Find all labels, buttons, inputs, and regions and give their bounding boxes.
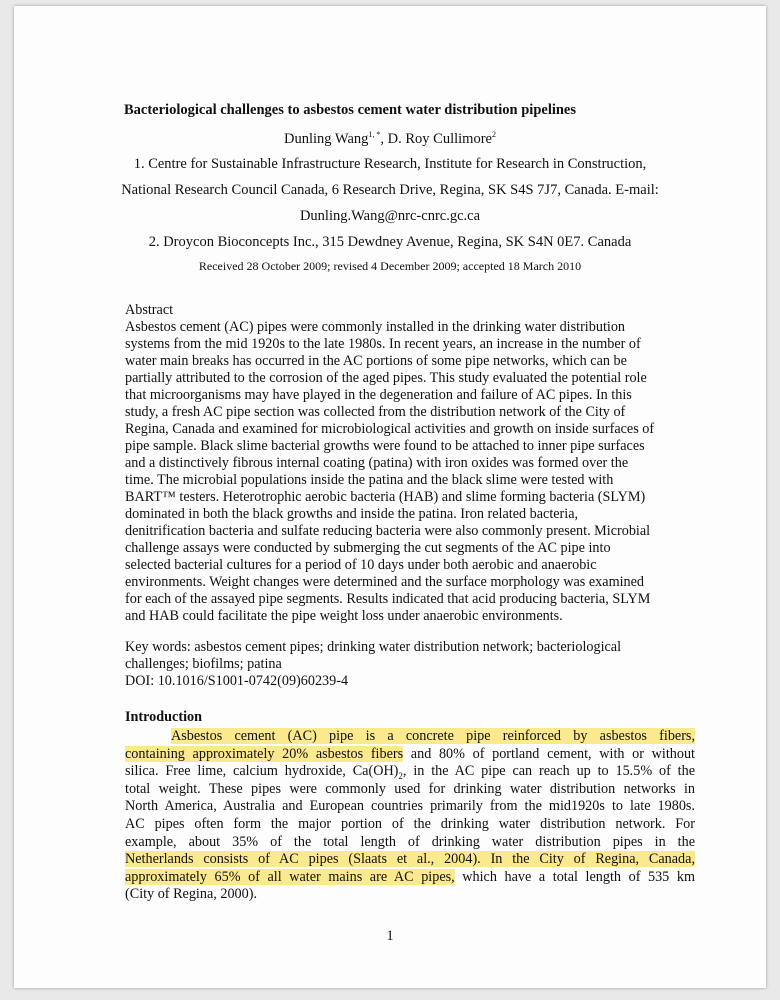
affiliation-2: 2. Droycon Bioconcepts Inc., 315 Dewdney Avenue, Regina, SK S4N 0E7. Canada xyxy=(148,234,632,250)
abstract-line: BART™ testers. Heterotrophic aerobic bacteria (HAB) and slime forming bacteria (SLYM) xyxy=(125,489,646,505)
intro-text: , in the AC pipe can reach up to 15.5% of the xyxy=(402,763,696,780)
authors-line xyxy=(14,130,766,148)
intro-line: North America, Australia and European countries primarily from the mid1920s to late 1980s. xyxy=(125,798,695,815)
abstract-section xyxy=(125,302,655,625)
intro-line xyxy=(125,746,695,764)
keywords-section xyxy=(125,639,655,690)
intro-line xyxy=(125,869,695,887)
intro-text: which have a total length of 535 km xyxy=(454,868,695,885)
abstract-line: challenge assays were conducted by submerging the cut segments of the AC pipe into xyxy=(125,540,611,556)
author-1-sup: 1, * xyxy=(368,130,381,139)
intro-line: AC pipes often form the major portion of the drinking water distribution network. For xyxy=(125,815,695,832)
abstract-line: dominated in both the black growths and inside the patina. Iron related bacteria, xyxy=(125,506,579,522)
author-1: Dunling Wang xyxy=(284,130,369,147)
author-2-sup: 2 xyxy=(491,130,496,139)
abstract-line: pipe sample. Black slime bacterial growths were found to be attached to inner pipe surfaces xyxy=(125,438,645,454)
abstract-line: that microorganisms may have played in the degeneration and failure of AC pipes. In this xyxy=(125,387,632,403)
abstract-line: Regina, Canada and examined for microbiological activities and growth on inside surfaces of xyxy=(125,421,655,437)
affiliation-1-email: Dunling.Wang@nrc-cnrc.gc.ca xyxy=(299,208,481,224)
abstract-line: study, a fresh AC pipe section was collected from the distribution network of the City of xyxy=(125,404,626,420)
abstract-line: partially attributed to the corrosion of the aged pipes. This study evaluated the potential role xyxy=(125,370,647,386)
paper-page xyxy=(14,6,766,988)
keywords-line: challenges; biofilms; patina xyxy=(125,656,282,672)
abstract-line: and HAB could facilitate the pipe weight loss under anaerobic environments. xyxy=(125,608,563,624)
abstract-line: environments. Weight changes were determined and the surface morphology was examined xyxy=(125,574,645,590)
abstract-heading: Abstract xyxy=(125,302,174,318)
intro-text: silica. Free lime, calcium hydroxide, Ca(OH) xyxy=(125,763,399,780)
intro-line: (City of Regina, 2000). xyxy=(125,886,258,903)
intro-line xyxy=(125,728,695,746)
highlight-3a: Netherlands consists of AC pipes (Slaats et al., 2004). xyxy=(125,851,491,868)
abstract-line: water main breaks has occurred in the AC portions of some pipe networks, which can be xyxy=(125,353,627,369)
abstract-line: Asbestos cement (AC) pipes were commonly installed in the drinking water distribution xyxy=(125,319,626,335)
affiliation-1-line-2: National Research Council Canada, 6 Research Drive, Regina, SK S4S 7J7, Canada. E-mail: xyxy=(121,182,659,198)
abstract-line: systems from the mid 1920s to the late 1980s. In recent years, an increase in the number of xyxy=(125,336,641,352)
highlight-4: approximately 65% of all water mains are AC pipes, xyxy=(125,868,455,885)
highlight-1: Asbestos cement (AC) pipe is a concrete pipe reinforced by asbestos fibers, xyxy=(171,728,695,744)
abstract-line: for each of the assayed pipe segments. Results indicated that acid producing bacteria, SLYM xyxy=(125,591,651,607)
author-separator: , D. Roy Cullimore xyxy=(380,130,492,147)
intro-line: example, about 35% of the total length of drinking water distribution pipes in the xyxy=(125,833,695,850)
affiliation-1-line-1: 1. Centre for Sustainable Infrastructure Research, Institute for Research in Construction, xyxy=(133,156,647,172)
abstract-line: time. The microbial populations inside the patina and the black slime were tested with xyxy=(125,472,614,488)
intro-heading: Introduction xyxy=(125,709,202,725)
intro-line xyxy=(125,763,695,781)
highlight-2: containing approximately 20% asbestos fibers xyxy=(125,745,404,762)
paper-title: Bacteriological challenges to asbestos cement water distribution pipelines xyxy=(124,102,577,118)
page-number: 1 xyxy=(386,928,394,944)
received-dates: Received 28 October 2009; revised 4 December 2009; accepted 18 March 2010 xyxy=(198,259,582,273)
keywords-line: Key words: asbestos cement pipes; drinking water distribution network; bacteriological xyxy=(125,639,622,655)
abstract-line: and a distinctively fibrous internal coating (patina) with iron oxides was formed over the xyxy=(125,455,629,471)
highlight-3b: In the City of Regina, Canada, xyxy=(490,851,695,868)
doi: DOI: 10.1016/S1001-0742(09)60239-4 xyxy=(125,673,349,689)
subscript: 2 xyxy=(398,771,403,782)
intro-line: total weight. These pipes were commonly used for drinking water distribution networks in xyxy=(125,780,695,797)
abstract-line: denitrification bacteria and sulfate reducing bacteria were also commonly present. Microbial xyxy=(125,523,651,539)
intro-text: and 80% of portland cement, with or without xyxy=(403,745,695,762)
abstract-line: selected bacterial cultures for a period of 10 days under both aerobic and anaerobic xyxy=(125,557,597,573)
intro-line xyxy=(125,851,695,869)
intro-paragraph xyxy=(125,728,695,904)
